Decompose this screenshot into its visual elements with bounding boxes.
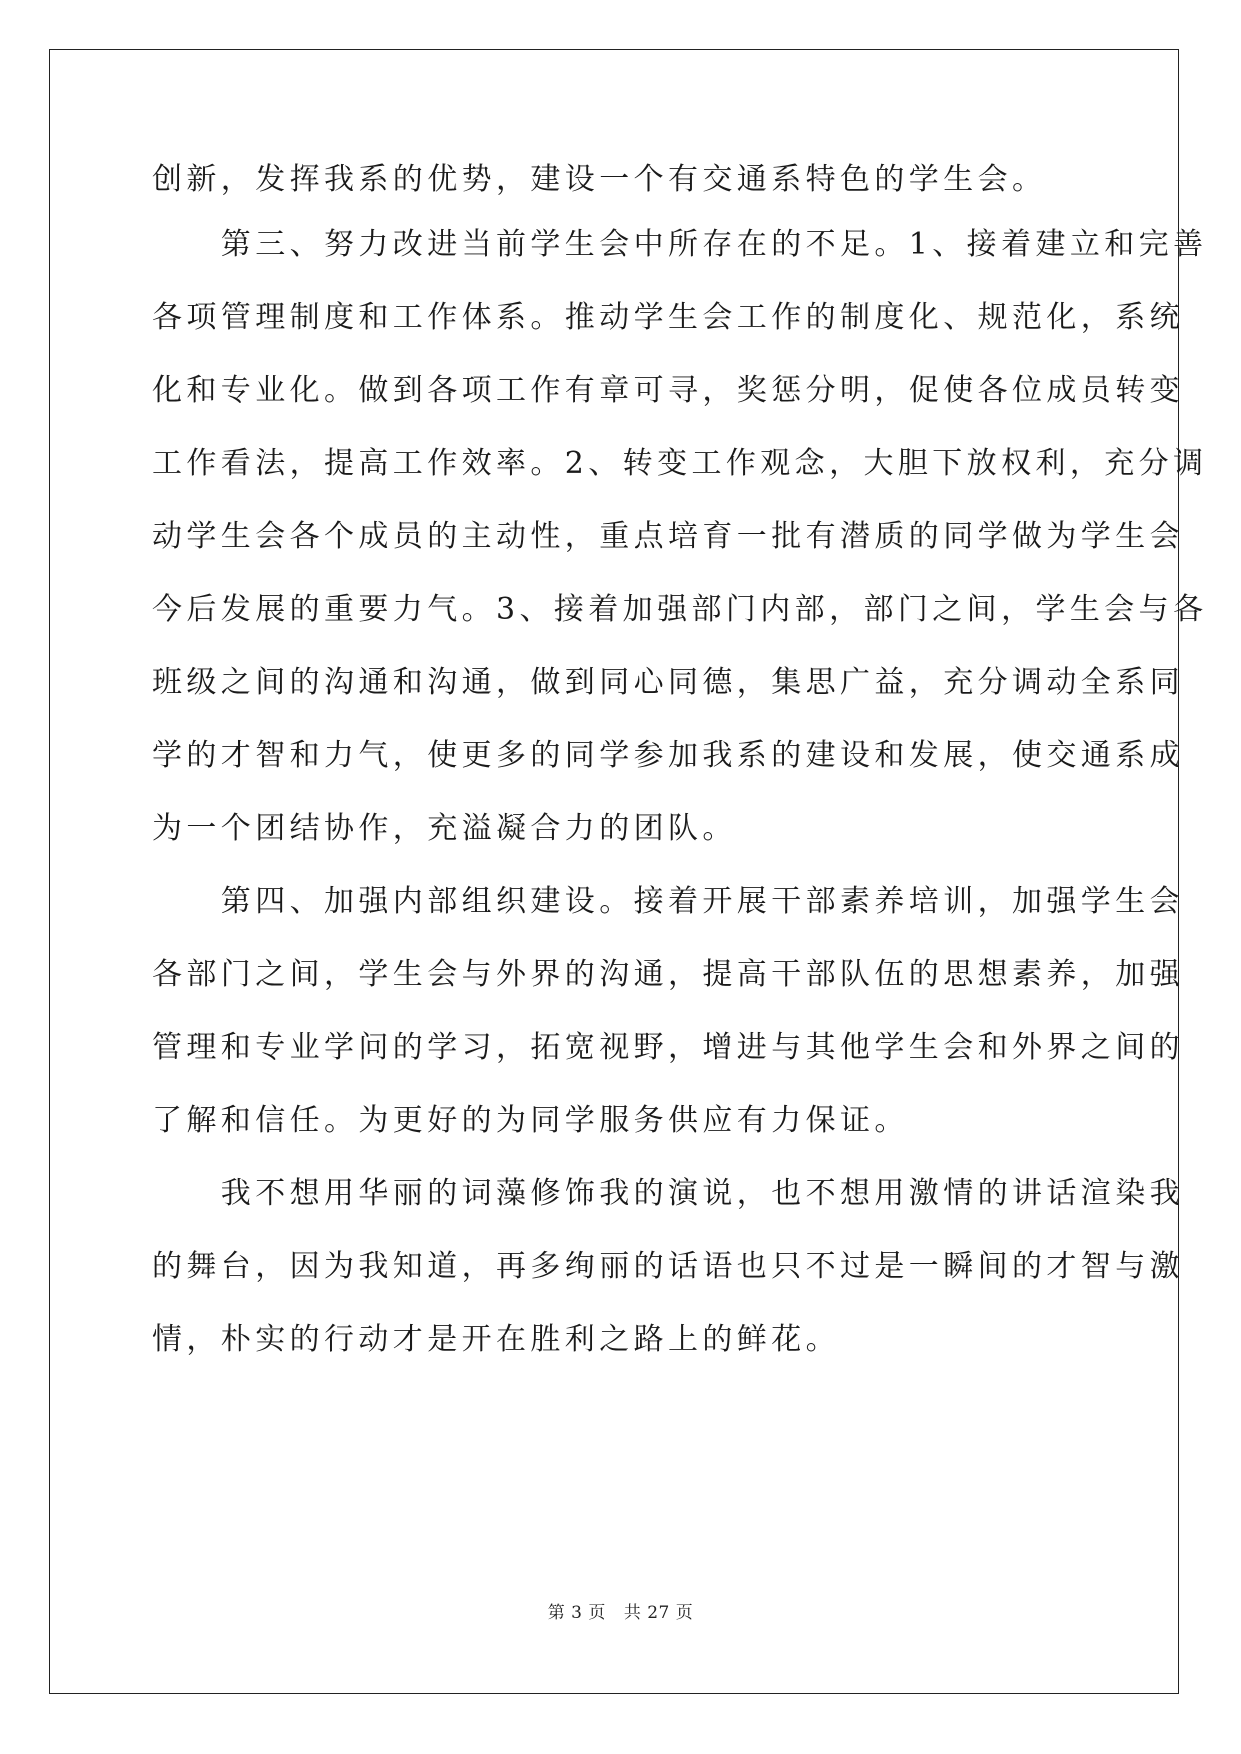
- text-line: 动学生会各个成员的主动性，重点培育一批有潜质的同学做为学生会: [152, 519, 1184, 554]
- page-border: [49, 49, 1208, 1694]
- text-line: 班级之间的沟通和沟通，做到同心同德，集思广益，充分调动全系同: [152, 665, 1184, 700]
- text-line: 了解和信任。为更好的为同学服务供应有力保证。: [152, 1103, 909, 1138]
- text-line: 创新，发挥我系的优势，建设一个有交通系特色的学生会。: [152, 162, 1047, 197]
- page-number: 第 3 页: [547, 1603, 606, 1623]
- text-line: 今后发展的重要力气。3、接着加强部门内部，部门之间，学生会与各: [152, 592, 1208, 627]
- text-line: 各部门之间，学生会与外界的沟通，提高干部队伍的思想素养，加强: [152, 957, 1184, 992]
- text-line: 我不想用华丽的词藻修饰我的演说，也不想用激情的讲话渲染我: [152, 1176, 1184, 1211]
- text-line: 情，朴实的行动才是开在胜利之路上的鲜花。: [152, 1322, 840, 1357]
- text-line: 化和专业化。做到各项工作有章可寻，奖惩分明，促使各位成员转变: [152, 373, 1184, 408]
- text-line: 工作看法，提高工作效率。2、转变工作观念，大胆下放权利，充分调: [152, 446, 1208, 481]
- text-line: 第四、加强内部组织建设。接着开展干部素养培训，加强学生会: [152, 884, 1184, 919]
- text-line: 学的才智和力气，使更多的同学参加我系的建设和发展，使交通系成: [152, 738, 1184, 773]
- text-line: 第三、努力改进当前学生会中所存在的不足。1、接着建立和完善: [152, 227, 1208, 262]
- text-line: 为一个团结协作，充溢凝合力的团队。: [152, 811, 737, 846]
- total-pages: 共 27 页: [623, 1603, 694, 1623]
- text-line: 管理和专业学问的学习，拓宽视野，增进与其他学生会和外界之间的: [152, 1030, 1184, 1065]
- text-line: 的舞台，因为我知道，再多绚丽的话语也只不过是一瞬间的才智与激: [152, 1249, 1184, 1284]
- page-footer: [0, 1603, 1241, 1623]
- text-line: 各项管理制度和工作体系。推动学生会工作的制度化、规范化，系统: [152, 300, 1184, 335]
